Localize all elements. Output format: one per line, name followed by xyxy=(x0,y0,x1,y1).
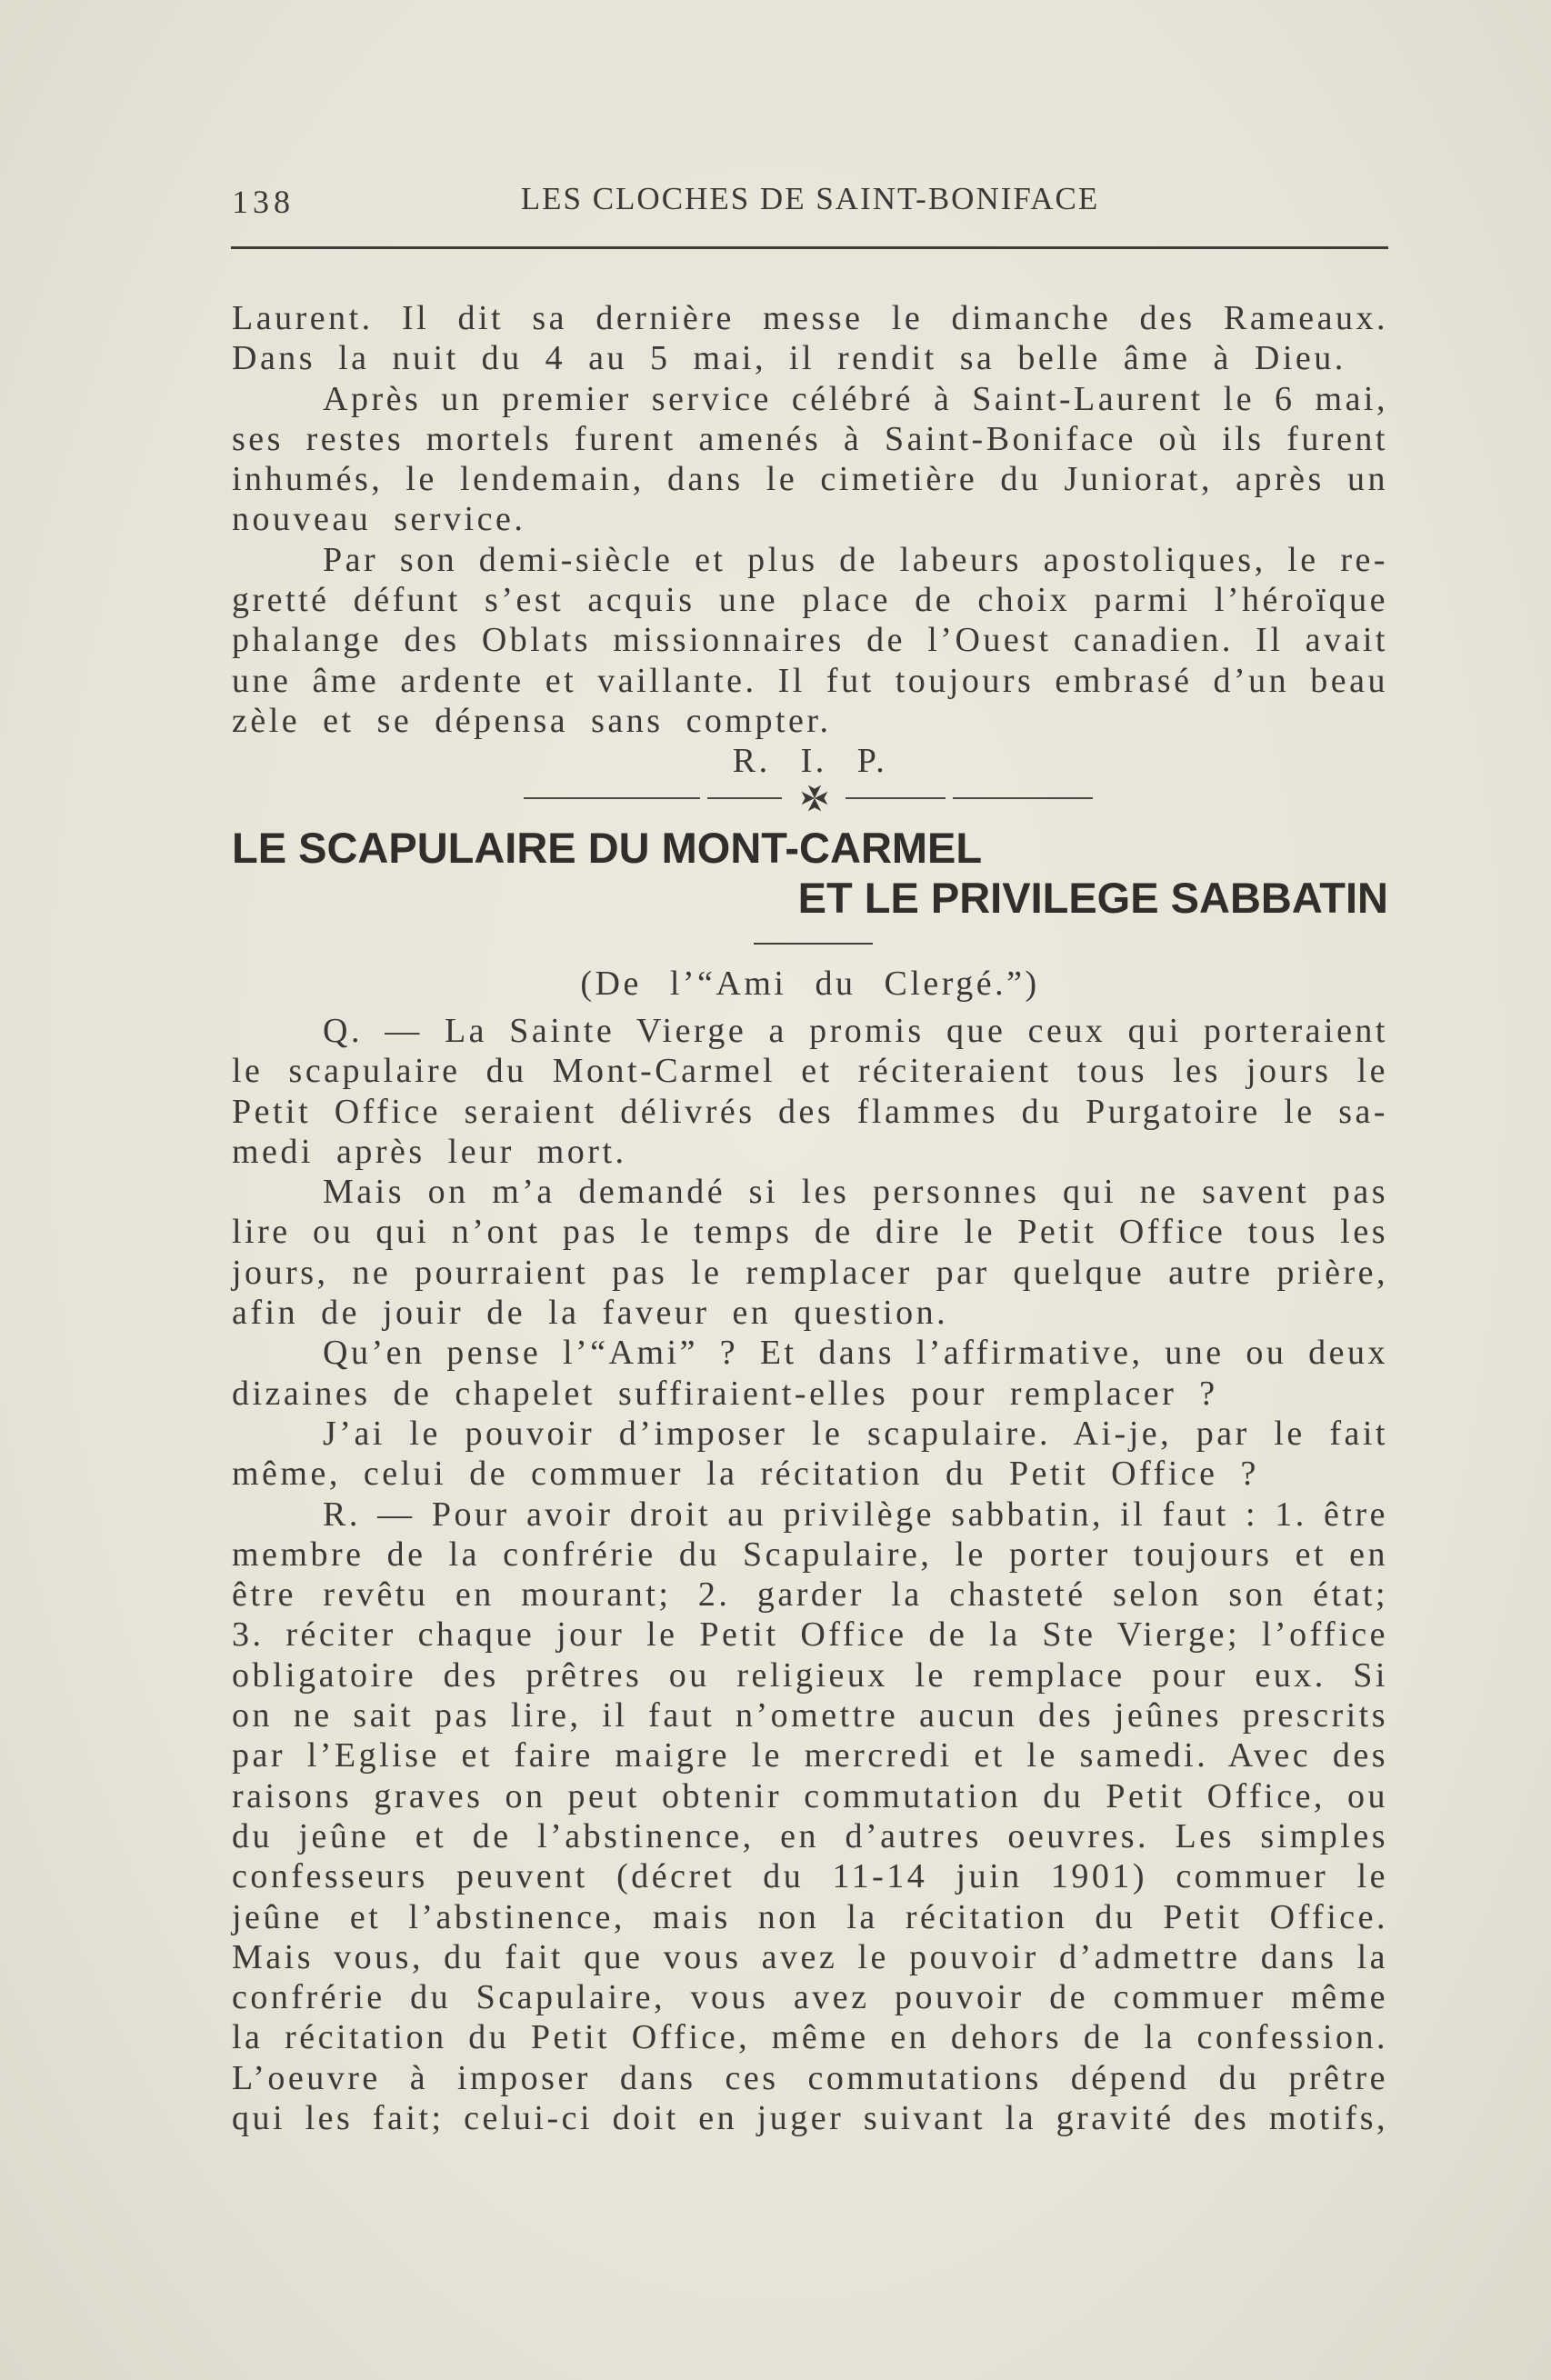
article-body xyxy=(232,1011,1388,2138)
text-line: inhumés, le lendemain, dans le cimetière du Juniorat, après un xyxy=(232,460,1388,499)
text-line: obligatoire des prêtres ou religieux le remplace pour eux. Si xyxy=(232,1655,1388,1695)
article-title-line-2: ET LE PRIVILEGE SABBATIN xyxy=(797,874,1388,922)
text-line: membre de la confrérie du Scapulaire, le porter toujours et en xyxy=(232,1535,1388,1574)
text-line: être revêtu en mourant; 2. garder la chasteté selon son état; xyxy=(232,1575,1388,1615)
title-rule xyxy=(754,943,873,945)
text-line: Laurent. Il dit sa dernière messe le dimanche des Rameaux. xyxy=(232,299,1388,337)
text-line: Par son demi-siècle et plus de labeurs apostoliques, le re- xyxy=(323,540,1388,579)
text-line: même, celui de commuer la récitation du Petit Office ? xyxy=(232,1455,1259,1494)
text-line: J’ai le pouvoir d’imposer le scapulaire. Ai-je, par le fait xyxy=(323,1414,1388,1453)
article-title-line-1: LE SCAPULAIRE DU MONT-CARMEL xyxy=(232,824,983,872)
text-line: nouveau service. xyxy=(232,500,526,539)
text-line: une âme ardente et vaillante. Il fut toujours embrasé d’un beau xyxy=(232,661,1388,700)
paragraph xyxy=(232,1011,1388,1172)
text-line: jeûne et l’abstinence, mais non la récitation du Petit Office. xyxy=(232,1897,1388,1936)
paragraph xyxy=(232,540,1388,741)
paragraph xyxy=(232,1495,1388,2139)
text-line: dizaines de chapelet suffiraient-elles pour remplacer ? xyxy=(232,1374,1218,1413)
text-line: lire ou qui n’ont pas le temps de dire le Petit Office tous les xyxy=(232,1213,1388,1252)
page-number: 138 xyxy=(232,184,295,220)
text-line: confesseurs peuvent (décret du 11-14 juin 1901) commuer le xyxy=(232,1857,1388,1896)
text-line: on ne sait pas lire, il faut n’omettre aucun des jeûnes prescrits xyxy=(232,1696,1388,1735)
running-title: LES CLOCHES DE SAINT-BONIFACE xyxy=(520,181,1100,216)
article-source: (De l’“Ami du Clergé.”) xyxy=(580,965,1040,1003)
text-line: le scapulaire du Mont-Carmel et réciteraient tous les jours le xyxy=(232,1052,1388,1091)
paragraph xyxy=(232,1333,1388,1414)
text-line: raisons graves on peut obtenir commutation du Petit Office, ou xyxy=(232,1776,1388,1815)
paragraph xyxy=(232,1414,1388,1495)
text-line: Dans la nuit du 4 au 5 mai, il rendit sa belle âme à Dieu. xyxy=(232,339,1346,378)
text-line: jours, ne pourraient pas le remplacer par quelque autre prière, xyxy=(232,1253,1388,1292)
divider-line xyxy=(846,797,946,799)
paragraph xyxy=(232,1172,1388,1333)
paragraph xyxy=(232,298,1388,379)
closing-rip: R. I. P. xyxy=(732,742,888,781)
text-line: Qu’en pense l’“Ami” ? Et dans l’affirmative, une ou deux xyxy=(323,1334,1388,1373)
text-line: R. — Pour avoir droit au privilège sabbatin, il faut : 1. être xyxy=(323,1495,1388,1534)
divider-line xyxy=(953,797,1093,799)
text-line: du jeûne et de l’abstinence, en d’autres oeuvres. Les simples xyxy=(232,1816,1388,1855)
paragraph xyxy=(232,379,1388,540)
text-line: gretté défunt s’est acquis une place de choix parmi l’héroïque xyxy=(232,581,1388,620)
maltese-cross-icon xyxy=(799,784,830,813)
text-line: Petit Office seraient délivrés des flammes du Purgatoire le sa- xyxy=(232,1092,1388,1131)
text-line: 3. réciter chaque jour le Petit Office de la Ste Vierge; l’office xyxy=(232,1615,1388,1655)
obituary-conclusion xyxy=(232,298,1388,782)
text-line: L’oeuvre à imposer dans ces commutations dépend du prêtre xyxy=(232,2058,1388,2097)
text-line: Q. — La Sainte Vierge a promis que ceux qui porteraient xyxy=(323,1012,1388,1050)
text-line: medi après leur mort. xyxy=(232,1132,627,1171)
text-line: phalange des Oblats missionnaires de l’Ouest canadien. Il avait xyxy=(232,621,1388,660)
header-rule xyxy=(231,246,1388,249)
text-line: zèle et se dépensa sans compter. xyxy=(232,701,832,740)
text-line: Mais on m’a demandé si les personnes qui ne savent pas xyxy=(323,1173,1388,1212)
text-line: qui les fait; celui-ci doit en juger suivant la gravité des motifs, xyxy=(232,2099,1388,2138)
text-line: par l’Eglise et faire maigre le mercredi et le samedi. Avec des xyxy=(232,1736,1388,1775)
divider-line xyxy=(524,797,700,799)
text-line: Mais vous, du fait que vous avez le pouvoir d’admettre dans la xyxy=(232,1937,1388,1976)
text-line: Après un premier service célébré à Saint-Laurent le 6 mai, xyxy=(323,379,1388,418)
divider-line xyxy=(707,797,782,799)
text-line: ses restes mortels furent amenés à Saint-Boniface où ils furent xyxy=(232,419,1388,458)
text-line: afin de jouir de la faveur en question. xyxy=(232,1294,949,1333)
text-line: confrérie du Scapulaire, vous avez pouvoir de commuer même xyxy=(232,1978,1388,2017)
text-line: la récitation du Petit Office, même en dehors de la confession. xyxy=(232,2018,1388,2057)
